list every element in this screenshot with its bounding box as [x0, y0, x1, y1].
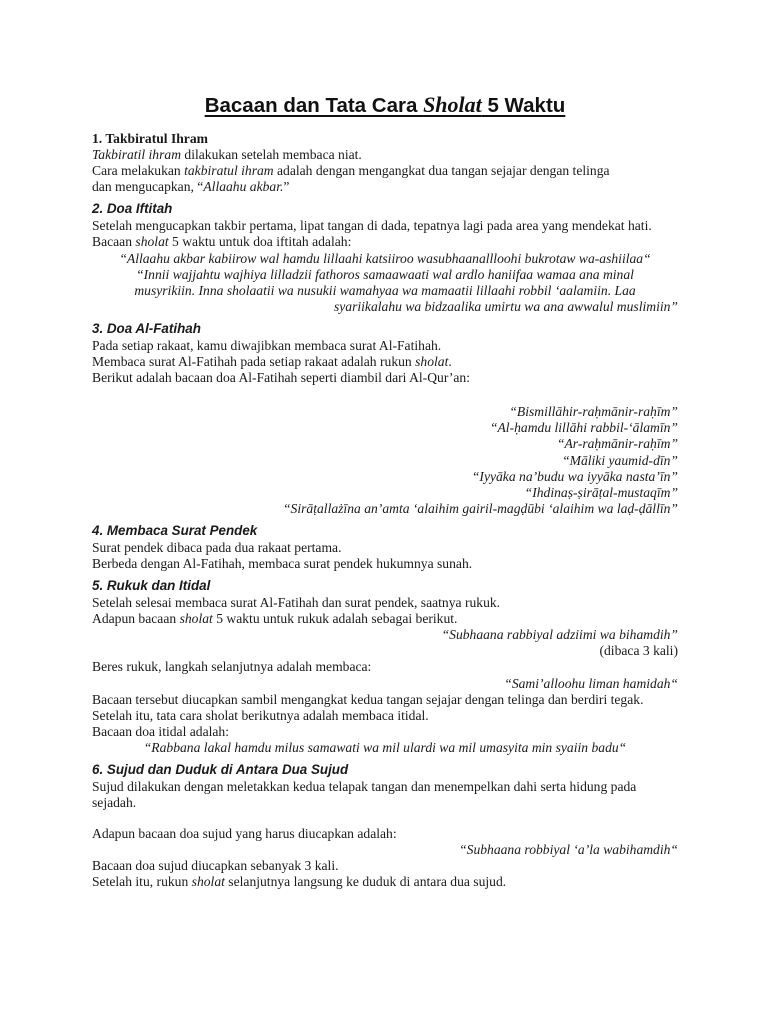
section-2-line-1: Setelah mengucapkan takbir pertama, lipat tangan di dada, tepatnya lagi pada area yang mendekat hati.	[92, 218, 652, 234]
fatihah-verse-5: “Iyyāka na’budu wa iyyāka nasta’īn”	[471, 468, 678, 484]
rukuk-repeat-note: (dibaca 3 kali)	[599, 643, 678, 659]
term-sholat: sholat	[135, 234, 169, 250]
title-suffix: 5 Waktu	[481, 94, 566, 117]
section-6-line-1: Sujud dilakukan dengan meletakkan kedua telapak tangan dan menempelkan dahi serta hidung pada sejadah.	[92, 779, 637, 811]
term-takbiratil-ihram: Takbiratil ihram	[92, 147, 182, 163]
section-6-heading: 6. Sujud dan Duduk di Antara Dua Sujud	[92, 762, 349, 777]
text-span: dilakukan setelah membaca niat.	[181, 147, 362, 163]
section-5-line-2	[92, 611, 678, 627]
section-3-heading: 3. Doa Al-Fatihah	[92, 320, 201, 336]
term-sholat: sholat	[191, 874, 225, 890]
fatihah-verse-6: “Ihdinaṣ-ṣirāṭal-mustaqīm”	[524, 484, 678, 500]
section-2-line-2	[92, 234, 678, 250]
text-span: 5 waktu untuk rukuk adalah sebagai berikut.	[212, 611, 458, 627]
section-3-line-1: Pada setiap rakaat, kamu diwajibkan membaca surat Al-Fatihah.	[92, 337, 442, 353]
text-span: .	[448, 354, 452, 370]
document-page	[92, 92, 678, 891]
spacer	[92, 386, 678, 404]
section-1-line-3	[92, 179, 678, 195]
fatihah-verse-3: “Ar-raḥmānir-raḥīm”	[556, 436, 678, 452]
section-2-heading: 2. Doa Iftitah	[92, 201, 173, 217]
text-span: Setelah itu, rukun	[92, 874, 192, 890]
section-1-line-1	[92, 147, 678, 163]
text-span: Membaca surat Al-Fatihah pada setiap rakaat adalah rukun	[92, 354, 416, 370]
section-4-line-1: Surat pendek dibaca pada dua rakaat pertama.	[92, 539, 342, 555]
fatihah-verse-7: “Sirāṭallażīna an’amta ‘alaihim gairil-magḍūbi ‘alaihim wa laḍ-ḍāllīn”	[283, 500, 678, 516]
section-6-line-3: Bacaan doa sujud diucapkan sebanyak 3 kali.	[92, 858, 339, 874]
text-span: 5 waktu untuk doa iftitah adalah:	[168, 234, 352, 250]
term-takbiratul-ihram: takbiratul ihram	[184, 163, 274, 179]
fatihah-verse-1: “Bismillāhir-raḥmānir-raḥīm”	[509, 404, 678, 420]
iftitah-quote-line-4: syariikalahu wa bidzaalika umirtu wa ana awwalul muslimiin”	[333, 298, 678, 314]
text-span: adalah dengan mengangkat dua tangan sejajar dengan telinga	[273, 163, 610, 179]
page-title	[92, 92, 678, 119]
title-sholat-word: Sholat	[423, 92, 482, 117]
spacer	[92, 811, 678, 826]
section-6-line-2: Adapun bacaan doa sujud yang harus diucapkan adalah:	[92, 826, 397, 842]
section-4-heading: 4. Membaca Surat Pendek	[92, 522, 258, 538]
text-span: selanjutnya langsung ke duduk di antara dua sujud.	[224, 874, 507, 890]
text-span: ”	[283, 179, 290, 195]
section-6-line-4	[92, 874, 678, 890]
section-5-line-1: Setelah selesai membaca surat Al-Fatihah dan surat pendek, saatnya rukuk.	[92, 595, 501, 611]
title-prefix: Bacaan dan Tata Cara	[204, 94, 424, 117]
rukuk-quote: “Subhaana rabbiyal adziimi wa bihamdih”	[441, 627, 678, 643]
section-5-line-5: Setelah itu, tata cara sholat berikutnya adalah membaca itidal.	[92, 707, 429, 723]
fatihah-verse-4: “Māliki yaumid-dīn”	[562, 452, 678, 468]
term-sholat: sholat	[179, 611, 213, 627]
term-sholat: sholat	[415, 354, 449, 370]
iftitah-quote-line-3: musyrikiin. Inna sholaatii wa nusukii wamahyaa wa mamaatii lillaahi robbil ‘aalamiin. Laa	[134, 282, 636, 298]
text-span: dan mengucapkan, “	[92, 179, 204, 195]
text-span: Bacaan	[92, 234, 136, 250]
text-span: Adapun bacaan	[92, 611, 180, 627]
section-1-line-2	[92, 163, 678, 179]
text-span: Cara melakukan	[92, 163, 185, 179]
iftitah-quote-line-1: “Allaahu akbar kabiirow wal hamdu lillaahi katsiiroo wasubhaanallloohi bukrotaw wa-ashiilaa“	[119, 250, 651, 266]
section-5-line-4: Bacaan tersebut diucapkan sambil mengangkat kedua tangan sejajar dengan telinga dan berdiri tegak.	[92, 691, 644, 707]
section-3-line-3: Berikut adalah bacaan doa Al-Fatihah seperti diambil dari Al-Qur’an:	[92, 370, 470, 386]
section-5-line-6: Bacaan doa itidal adalah:	[92, 723, 230, 739]
itidal-quote: “Rabbana lakal hamdu milus samawati wa mil ulardi wa mil umasyita min syaiin badu“	[143, 739, 627, 755]
sujud-quote: “Subhaana robbiyal ‘a’la wabihamdih“	[459, 842, 678, 858]
fatihah-verse-2: “Al-ḥamdu lillāhi rabbil-‘ālamīn”	[489, 420, 678, 436]
quote-allaahu-akbar: Allaahu akbar.	[203, 179, 284, 195]
section-1-heading: 1. Takbiratul Ihram	[92, 131, 208, 146]
itidal-rise-quote: “Sami’alloohu liman hamidah“	[504, 675, 678, 691]
section-4-line-2: Berbeda dengan Al-Fatihah, membaca surat pendek hukumnya sunah.	[92, 555, 473, 571]
section-5-line-3: Beres rukuk, langkah selanjutnya adalah membaca:	[92, 659, 372, 675]
section-3-line-2	[92, 354, 678, 370]
iftitah-quote-line-2: “Innii wajjahtu wajhiya lilladzii fathoros samaawaati wal ardlo haniifaa wamaa ana minal	[136, 266, 634, 282]
section-5-heading: 5. Rukuk dan Itidal	[92, 578, 211, 594]
